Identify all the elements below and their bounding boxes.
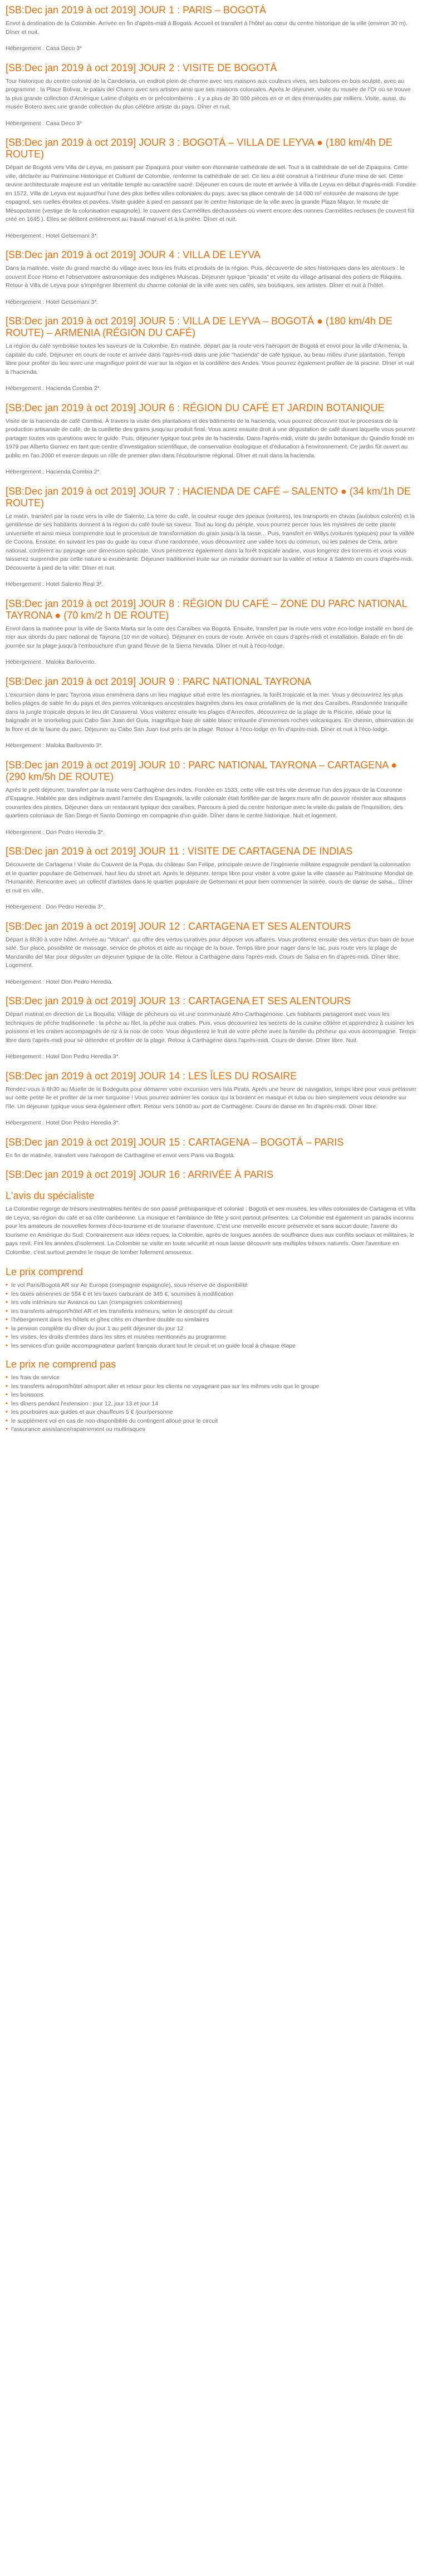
day-title: [SB:Dec jan 2019 à oct 2019] JOUR 7 : HACIENDA DE CAFÉ – SALENTO ● (34 km/1h DE ROUTE) bbox=[6, 485, 411, 509]
day-block bbox=[6, 995, 416, 1062]
day-description: Envol dans la matinée pour la ville de Santa Marta sur la cote des Caraïbes via Bogotá. Ensuite, transfert par la route vers votre éco-lodge installé en bord de mer aux abords du parc national de Tayrona (10 mn de voiture). Déjeuner en cours de route. Arrivée en cours d'après-midi et installation. Balade en fin de journée sur la plage jusqu'à l'embouchure d'un grand fleuve de la Sierra Nevada. Dîner et nuit à l'éco-lodge. bbox=[6, 625, 413, 649]
excluded-item: ■ les boissons bbox=[6, 1391, 416, 1400]
day-block bbox=[6, 4, 416, 53]
day-title: [SB:Dec jan 2019 à oct 2019] JOUR 15 : CARTAGENA – BOGOTÁ – PARIS bbox=[6, 1136, 344, 1148]
excluded-item: ■ les frais de service bbox=[6, 1374, 416, 1383]
day-title: [SB:Dec jan 2019 à oct 2019] JOUR 11 : VISITE DE CARTAGENA DE INDIAS bbox=[6, 846, 353, 857]
included-item: ■ les visites, les droits d'entrées dans les sites et musées mentionnés au programme bbox=[6, 1333, 416, 1342]
day-title: [SB:Dec jan 2019 à oct 2019] JOUR 4 : VILLA DE LEYVA bbox=[6, 249, 261, 260]
day-description: Découverte de Cartagena ! Visite du Couvent de la Popa, du château San Felipe, principale œuvre de l'ingénierie militaire espagnole pendant la colonisation et le quartier populaire de Getsemani, haut lieu du street art. Après le déjeuner, temps libre pour visiter à votre guise la ville classée au Patrimoine Mondial de l'Humanité. Rencontre avec un collectif d'artistes dans le quartier populaire de Getsemani et pour bien commencer la soirée, cours de danse de salsa... Dîner et nuit en ville. bbox=[6, 861, 413, 894]
day-block bbox=[6, 315, 416, 393]
day-lodging: Hébergement : Don Pedro Heredia 3*. bbox=[6, 904, 105, 910]
day-title: [SB:Dec jan 2019 à oct 2019] JOUR 14 : LES ÎLES DU ROSAIRE bbox=[6, 1070, 297, 1082]
day-title: [SB:Dec jan 2019 à oct 2019] JOUR 2 : VISITE DE BOGOTÁ bbox=[6, 62, 277, 73]
included-title: Le prix comprend bbox=[6, 1266, 84, 1277]
day-description: Visite de la hacienda de café Combia. À travers la visite des plantations et des bâtiments de la hacienda, vous pourrez découvrir tout le processus de la production artisanale de café, de la cueillette des grains jusqu'au produit final. Vous aurez ensuite droit à une dégustation de café durant laquelle vous pourrez partager toutes vos questions avec le guide. Puis, déjeuner typique tout près de la hacienda. Dans l'après-midi, visite du jardin botanique du Quindío fondé en 1979 par Alberto Gomez en tant que centre d'investigation scientifique, de conservation écologique et d'éducation à l'environnement. Ce jardin fût ouvert au public en l'an 2000 et exerce depuis un rôle de premier plan dans l'écotourisme régional. Dîner et nuit dans la hacienda. bbox=[6, 417, 415, 459]
included-item: ■ les services d'un guide accompagnateur parlant français durant tout le circuit et un guide local à chaque étape bbox=[6, 1342, 416, 1351]
itinerary-days bbox=[6, 4, 416, 1181]
excluded-item: ■ les pourboires aux guides et aux chauffeurs 5 € /jour/personne bbox=[6, 1408, 416, 1417]
day-title: [SB:Dec jan 2019 à oct 2019] JOUR 13 : CARTAGENA ET SES ALENTOURS bbox=[6, 995, 351, 1006]
included-item: ■ l'hébergement dans les hôtels et gîtes cités en chambre double ou similaires bbox=[6, 1316, 416, 1325]
day-description: Après le petit déjeuner, transfert par la route vers Carthagène des Indes. Fondée en 1533, cette ville est très vite devenue l'un des joyaux de la Couronne d'Espagne. Habitée par des indigènes avant l'arrivée des Espagnols, la ville coloniale était fortifiée par de larges murs afin de pouvoir résister aux attaques courantes des pirates. Déjeuner dans un restaurant typique des caraïbes. Parcours à pied du centre historique avec la visite du palais de l'Inquisition, des quartiers coloniaux de San Diego et Santo Domingo en compagnie d'un guide. Dîner dans le centre historique. Nuit et logement. bbox=[6, 786, 406, 819]
day-description: Départ de Bogotá vers Villa de Leyva, en passant par Zipaquirá pour visiter son étonnante cathédrale de sel. Tout à la cathédrale de sel de Zipaquira. Cette ville, déclarée au Patrimoine Historique et Culturel de Colombie, renferme la cathédrale de sel. Ce lieu a été construit à l'intérieur d'une mine de sel. Cette œuvre architecturale majeure est un véritable temple au caractère sacré. Déjeuner en cours de route et arrivée à Villa de Leyva en début d'après-midi. Fondée en 1572, Villa de Leyva est aujourd'hui l'une des plus belles villes coloniales du pays, avec sa place centrale de 14 000 m² entourée de maisons de type espagnol, ses ruelles étroites et pavées. Visite guidée à pied en passant par le centre historique de la ville avec la grande Plaza Mayor, le musée de Mésopotamie (vestige de la colonisation espagnole), le couvent des Carmélites déchaussées où vivent encore des nonnes Carmélites recluses (le couvent fût créé en 1645 ). Elles se délitent entièrement au travail manuel et à la prière. Dîner et nuit. bbox=[6, 164, 416, 223]
day-description: Dans la matinée, visite du grand marché du village avec tous les fruits et produits de la région. Puis, découverte de sites historiques dans les alentours : le couvent Ecce Homo et l'observatoire astronomique des indigènes Muiscas. Déjeuner typique "picada" et visite du village artisanal des potiers de Ráquira. Retour à Villa de Leyva pour s'imprégner librement du charme colonial de la ville avec ses cafés, ses boutiques, ses artistes. Dîner et nuit à l'hôtel. bbox=[6, 265, 405, 289]
day-lodging: Hébergement : Don Pedro Heredia 3*. bbox=[6, 828, 105, 836]
day-block bbox=[6, 62, 416, 129]
day-block bbox=[6, 1137, 416, 1161]
day-title: [SB:Dec jan 2019 à oct 2019] JOUR 8 : RÉGION DU CAFÉ – ZONE DU PARC NATIONAL TAYRONA ● (70 km/2 h DE ROUTE) bbox=[6, 598, 407, 621]
day-title: [SB:Dec jan 2019 à oct 2019] JOUR 16 : ARRIVÉE À PARIS bbox=[6, 1169, 273, 1180]
included-item: ■ les transferts aéroport/hôtel AR et les transferts intérieurs, selon le descriptif du circuit bbox=[6, 1307, 416, 1316]
day-block bbox=[6, 921, 416, 987]
day-lodging: Hébergement : Hotel Don Pedro Heredia 3*. bbox=[6, 1053, 120, 1060]
day-block bbox=[6, 137, 416, 240]
day-description: L'excursion dans le parc Tayrona vous emmènera dans un lieu magique situé entre les montagnes, la forêt tropicale et la mer. Vous y découvrirez les plus belles plages de sable fin du pays et des pierres volcaniques ancestrales baignées dans les eaux cristallines de la mer des Caraïbes. Randonnée tranquille dans la jungle tropicale depuis le lieu dit Canaveral. Vous visiterez ensuite les plages d'Arrecifes, découvrirez de la plage de la Piscine, idéale pour la baignade et le snorkeling puis Cabo San Juan del Guia, magnifique baie de sable blanc entourée d'immenses roches volcaniques. En chemin, observation de la flore et de la faune du parc. Déjeuner au Cabo San Juan tout près de la plage. Retour à l'éco-lodge en fin d'après-midi. Dîner et nuit à l'éco-lodge. bbox=[6, 691, 414, 733]
included-item: ■ le vol Paris/Bogotá AR sur Air Europa (compagnie espagnole), sous réserve de disponibilité bbox=[6, 1281, 416, 1290]
day-title: [SB:Dec jan 2019 à oct 2019] JOUR 5 : VILLA DE LEYVA – BOGOTÁ ● (180 km/4h DE ROUTE) – ARMENIA (RÉGION DU CAFÉ) bbox=[6, 315, 392, 338]
day-lodging: Hébergement : Maloka Barlovento. bbox=[6, 659, 96, 665]
day-description: Rendez-vous à 8h30 au Muelle de la Bodeguita pour démarrer votre excursion vers Isla Pirata. Après une heure de navigation, temps libre pour vous prélasser sur cette petite île et profiter de la mer turquoise ! Vous pourrez admirer les coraux qui la bordent en masque et tuba ou bien simplement vous détendre sur l'île. Un déjeuner typique vous sera également offert. Retour vers 16h00 au port de Carthagène. Cours de danse en fin d'après-midi. Dîner libre. bbox=[6, 1085, 416, 1110]
day-lodging: Hébergement : Casa Deco 3* bbox=[6, 45, 82, 52]
day-block bbox=[6, 676, 416, 751]
included-list bbox=[6, 1281, 416, 1350]
day-lodging: Hébergement : Hotel Getsemani 3*. bbox=[6, 232, 99, 239]
excluded-title: Le prix ne comprend pas bbox=[6, 1359, 116, 1370]
specialist-text: La Colombie regorge de trésors inestimables hérités de son passé préhispanique et colonial : Bogotá et ses musées, les villes coloniales de Cartagena et Villa de Leyva, sa région du café et sa côte caribéenne. La musique et l'ambiance de fête y sont partout présentes. La Colombie est également un paradis inconnu pour les amateurs de nouvelles formes d'éco-tourisme et de tourisme d'aventure. C'est une merveille encore préservée et sans aucun doute, l'avenir du tourisme en Amérique du Sud. Contrairement aux idées reçues, la Colombie, après de longues années de souffrance dues aux conflits sociaux et militaires, le pays revit. Fini les années d'isolement. La Colombie se visite en toute sécurité et nous laisse découvrir ses multiples trésors naturels. Oser l'aventure en Colombie, c'est surtout prendre le risque de tomber follement amoureux. bbox=[6, 1206, 416, 1256]
day-title: [SB:Dec jan 2019 à oct 2019] JOUR 1 : PARIS – BOGOTÁ bbox=[6, 4, 266, 16]
day-title: [SB:Dec jan 2019 à oct 2019] JOUR 9 : PARC NATIONAL TAYRONA bbox=[6, 675, 311, 687]
day-block bbox=[6, 1169, 416, 1181]
day-lodging: Hébergement : Maloka Barlovento 3*. bbox=[6, 742, 104, 749]
day-lodging: Hébergement : Hotel Salento Real 3*. bbox=[6, 581, 104, 588]
day-title: [SB:Dec jan 2019 à oct 2019] JOUR 10 : PARC NATIONAL TAYRONA – CARTAGENA ● (290 km/5h DE ROUTE) bbox=[6, 759, 398, 782]
day-lodging: Hébergement : Hotel Getsemani 3*. bbox=[6, 298, 99, 305]
excluded-item: ■ les transferts aéroport/hôtel aéroport aller et retour pour les clients ne voyageant pas sur les mêmes vols que le groupe bbox=[6, 1383, 416, 1391]
day-title: [SB:Dec jan 2019 à oct 2019] JOUR 3 : BOGOTÁ – VILLA DE LEYVA ● (180 km/4h DE ROUTE) bbox=[6, 137, 392, 160]
excluded-item: ■ le supplément vol en cas de non-disponibilité du contingent alloué pour le circuit bbox=[6, 1417, 416, 1426]
specialist-title: L'avis du spécialiste bbox=[6, 1190, 95, 1201]
excluded-item: ■ les dîners pendant l'extension : jour 12, jour 13 et jour 14 bbox=[6, 1400, 416, 1409]
day-lodging: Hébergement : Hotel Don Pedro Heredia. bbox=[6, 978, 113, 985]
day-lodging: Hébergement : Hotel Don Pedro Heredia 3*. bbox=[6, 1119, 120, 1126]
day-description: En fin de matinée, transfert vers l'aéroport de Carthagène et envol vers Paris via Bogotá. bbox=[6, 1152, 235, 1159]
day-block bbox=[6, 249, 416, 307]
day-description: Départ à 8h30 à votre hôtel. Arrivée au "Volcan", qui offre des vertus curatives pour déposer vos affaires. Vous profiterez ensuite des vertus d'un bain de boue salé. Sur place, possibilité de massage, service de photos et aide au rinçage de la boue. Temps libre pour nager dans le lac, puis route vers la plage de Manzanillo del Mar pour déguster un déjeuner typique de la côte. Retour à Carthagène dans l'après-midi. Cours de Salsa en fin d'après-midi. Dîner libre. Logement. bbox=[6, 936, 414, 969]
day-lodging: Hébergement : Hacienda Combia 2*. bbox=[6, 385, 101, 392]
day-description: Départ matinal en direction de La Boquilla. Village de pêcheurs où vit une communauté Afro-Carthagénoise. Les habitants partageront avec vous les techniques de pêche traditionnelle : la pêche au filet, la pêche aux crabes. Puis, vous découvrirez les secrets de la cuisine côtière et apprendrez à cuisiner les poissons et les crabes accompagnés de riz à la noix de coco. Vous dégusterez le fruit de votre pêche avec la famille du pêcheur qui vous accompagne. Temps libre dans l'après-midi pour se détendre et profiter de la plage. Retour à Carthagène dans l'après-midi. Cours de danse. Dîner libre. Nuit. bbox=[6, 1011, 416, 1044]
excluded-list bbox=[6, 1374, 416, 1434]
day-title: [SB:Dec jan 2019 à oct 2019] JOUR 12 : CARTAGENA ET SES ALENTOURS bbox=[6, 920, 351, 932]
day-lodging: Hébergement : Casa Deco 3* bbox=[6, 120, 82, 127]
excluded-item: ■ l'assurance assistance/rapatriement ou multirisques bbox=[6, 1425, 416, 1434]
day-description: Tour historique du centre colonial de la Candelaria, un endroit plein de charme avec ses maisons aux couleurs vives, ses balcons en bois sculpté, avec au programme : la Place Bolivar, le palais del Charro avec ses artistes ainsi que ses maisons coloniales. Après le déjeuner, visite du musée de l'Or où se trouve la plus grande collection d'Amérique Latine d'objets en or précolombiens ; il y a plus de 30 000 pièces en or et des émeraudes par milliers. Visite, aussi, du musée Botero avec une grande collection du plus célèbre artiste du pays. Dîner et nuit. bbox=[6, 77, 411, 110]
day-description: La région du café symbolise toutes les saveurs de la Colombie. En matinée, départ par la route vers l'aéroport de Bogotá et envol pour la ville d'Armenia, la capitale du café. Déjeuner en cours de route et arrivée dans l'après-midi dans une jolie "hacienda" de café typique, au beau milieu d'une plantation. Temps libre pour profiter du lieu avec une magnifique point de vue sur la région et la cordillère des Andes. Vous pourrez également profiter de la piscine. Dîner et nuit à l'hacienda. bbox=[6, 343, 414, 376]
day-title: [SB:Dec jan 2019 à oct 2019] JOUR 6 : RÉGION DU CAFÉ ET JARDIN BOTANIQUE bbox=[6, 402, 385, 413]
day-block bbox=[6, 1070, 416, 1128]
day-block bbox=[6, 759, 416, 837]
day-block bbox=[6, 402, 416, 477]
included-item: ■ la pension complète du dîner du jour 1 au petit déjeuner du jour 12 bbox=[6, 1325, 416, 1334]
included-item: ■ les taxes aériennes de 554 € et les taxes carburant de 345 €, soumises à modification bbox=[6, 1290, 416, 1299]
day-lodging: Hébergement : Hacienda Combia 2*. bbox=[6, 468, 101, 475]
day-block bbox=[6, 846, 416, 912]
day-description: Le matin, transfert par la route vers la ville de Salento. La terre du café, la couleur rouge des jipeaux (voitures), les transports en chivas (autobus colorés) et la gentillesse de ses habitants donnent à la région du café toute sa saveur. Tout au long du périple, vous pourrez percer tous les mystères de cette plante universelle et ainsi mieux comprendre tout le processus de transformation du grain jusqu'à la tasse... Puis, transfert en Willys (voitures typiques) pour la vallée de Cocora. Ensuite, én suivant les pas du guide au cœur d'une randonnée, vous découvrirez une vallée hors du commun, où les palmes de Cera, arbre national, confèrent au paysage une dimension spéciale. Vous pénétrerez également dans la forêt tropicale andine, vous longerez des torrents et vous vous laisserez surprendre par cette nature si exubérante. Déjeuner traditionnel truite sur un mirador donnant sur la vallée et retour à Salento en cours d'après-midi. Découverte à pied de la ville. Dîner et nuit. bbox=[6, 512, 415, 571]
day-block bbox=[6, 486, 416, 589]
day-block bbox=[6, 598, 416, 667]
day-description: Envol à destination de la Colombie. Arrivée en fin d'après-midi à Bogotá. Accueil et transfert à l'hôtel au cœur du centre historique de la ville (environ 30 m). Dîner et nuit. bbox=[6, 20, 408, 36]
included-item: ■ les vols intérieurs sur Avianca ou Lan (compagnies colombiennes) bbox=[6, 1299, 416, 1307]
